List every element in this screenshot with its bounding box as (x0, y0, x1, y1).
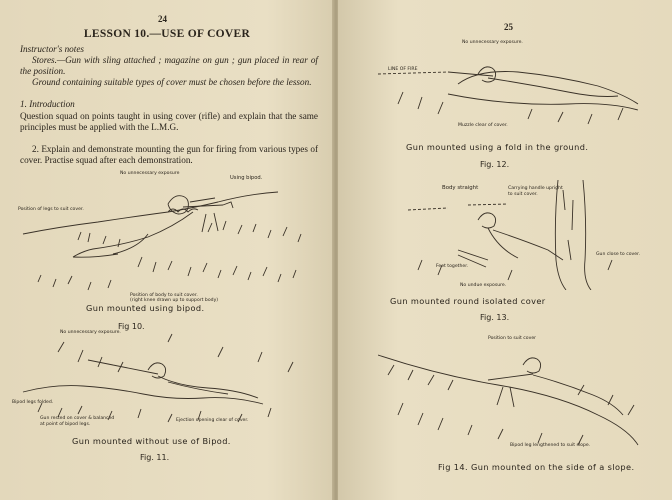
fig11-label-ejection: Ejection opening clear of cover. (176, 418, 249, 423)
fig13-label-gun-close: Gun close to cover. (596, 252, 641, 257)
fig14-label-position: Position to suit cover (488, 336, 537, 341)
right-page (338, 0, 672, 500)
fig10-label-using-bipod: Using bipod. (230, 175, 263, 181)
section1-heading: 1. Introduction (20, 99, 75, 109)
fig10-caption: Gun mounted using bipod. (86, 303, 205, 313)
fig11-label-gun-rested: Gun rested on cover & balanced at point of bipod legs. (40, 416, 115, 427)
fig10-label-body-note: (right knee drawn up to support body) (130, 298, 219, 303)
fig12-label-muzzle: Muzzle clear of cover. (458, 123, 508, 128)
notes-ground: Ground containing suitable types of cover must be chosen before the lesson. (32, 77, 312, 87)
fig12-label-no-exposure: No unnecessary exposure. (462, 40, 523, 45)
fig13-label-no-undue: No undue exposure. (460, 283, 507, 288)
fig10-number: Fig 10. (118, 322, 145, 331)
fig12-label-line-of-fire: LINE OF FIRE (388, 67, 418, 72)
fig11-caption: Gun mounted without use of Bipod. (72, 436, 231, 446)
fig11-label-bipod-folded: Bipod legs folded. (12, 400, 54, 405)
fig13-label-feet: Feet together. (436, 264, 469, 269)
notes-stores: Stores.—Gun with sling attached ; magazine on gun ; gun placed in rear of the position. (20, 55, 318, 76)
left-page (0, 0, 334, 500)
fig13-caption: Gun mounted round isolated cover (390, 296, 546, 306)
fig14-label-bipod-leg: Bipod leg lengthened to suit slope. (510, 443, 591, 448)
notes-heading: Instructor's notes (20, 44, 84, 54)
fig14-caption: Fig 14. Gun mounted on the side of a slope. (438, 462, 635, 472)
fig13-number: Fig. 13. (480, 313, 510, 322)
fig10-label-body: Position of body to suit cover. (130, 293, 198, 298)
section2-text: 2. Explain and demonstrate mounting the gun for firing from various types of cover. Practise squad after each demonstration. (20, 144, 318, 165)
fig10-illustration (18, 172, 318, 307)
fig10-label-legs: Position of legs to suit cover. (18, 207, 84, 212)
fig12-number: Fig. 12. (480, 160, 510, 169)
fig12-illustration (378, 44, 648, 134)
fig11-label-no-exposure: No unnecessary exposure. (60, 330, 121, 335)
fig10-label-no-exposure: No unnecessary exposure (120, 171, 180, 176)
fig14-illustration (378, 335, 648, 455)
section1-text: Question squad on points taught in using cover (rifle) and explain that the same principles must be applied with the L.M.G. (20, 111, 318, 132)
fig12-caption: Gun mounted using a fold in the ground. (406, 142, 589, 152)
fig11-number: Fig. 11. (140, 453, 170, 462)
fig13-label-carrying-handle: Carrying handle upright to suit cover. (508, 186, 563, 197)
page-number-left: 24 (158, 14, 167, 24)
fig13-label-body-straight: Body straight (442, 185, 479, 191)
page-number-right: 25 (504, 22, 513, 32)
lesson-title: LESSON 10.—USE OF COVER (83, 28, 251, 40)
